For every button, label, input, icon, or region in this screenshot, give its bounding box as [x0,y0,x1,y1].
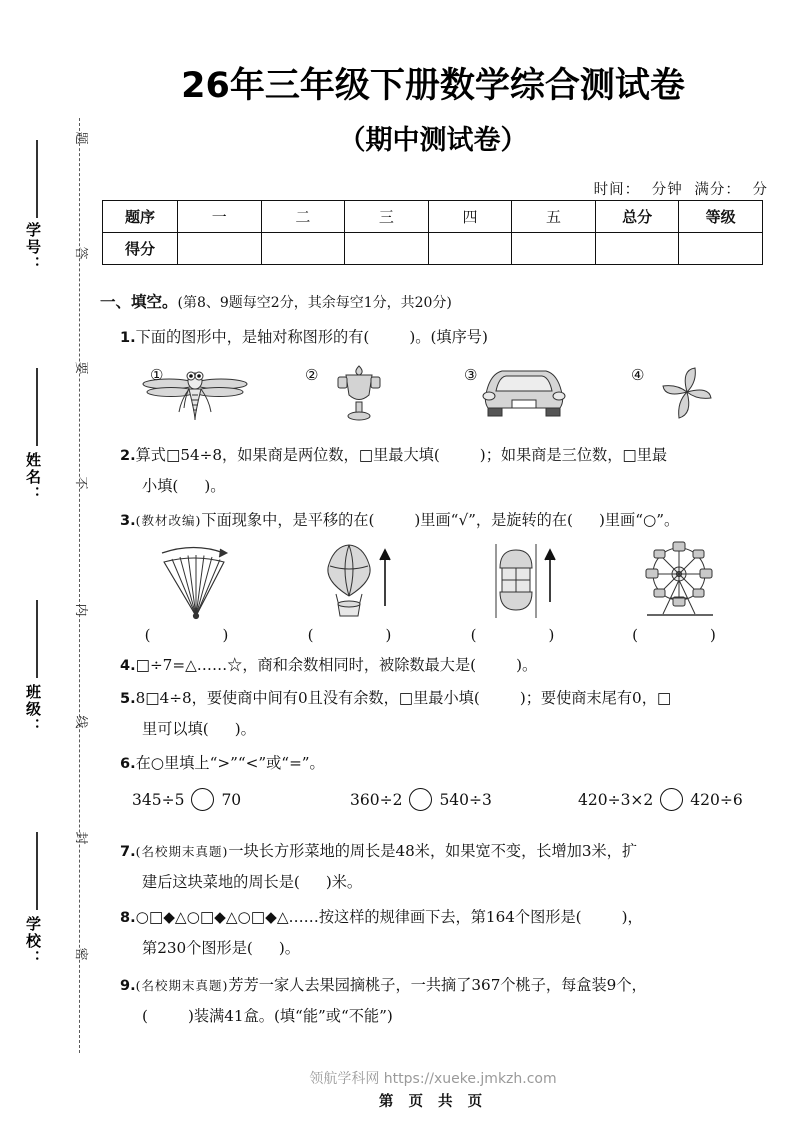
question-9 [120,970,768,1002]
seal-margin [0,0,102,1121]
question-6-text: 在○里填上“>”“<”或“=”。 [135,754,325,772]
score-cell-6[interactable] [679,233,763,265]
seal-char-2: 要 [73,361,88,375]
question-2-line1-b: )；如果商是三位数，□里最 [479,446,668,464]
score-col-6: 等级 [679,201,763,233]
time-unit: 分钟 [651,182,683,198]
seal-rule-1 [36,140,38,218]
score-cell-2[interactable] [345,233,429,265]
question-8 [120,902,768,934]
question-8-line2 [120,933,768,964]
score-col-3: 四 [428,201,512,233]
question-5 [120,683,768,715]
question-4-text-b: )。 [516,656,538,674]
watermark: 领航学科网 https://xueke.jmkzh.com [309,1071,557,1087]
figure-car [442,364,607,422]
figure-folding-fan [112,540,275,645]
comparison-2 [350,788,578,811]
page-title: 26年三年级下册数学综合测试卷 [181,66,685,106]
question-2-line2 [120,471,768,502]
question-1-figures [112,364,768,422]
question-5-line1-a: 8□4÷8，要使商中间有0且没有余数，□里最小填( [135,689,480,707]
score-table [102,200,763,265]
figure-mark-2: ② [304,366,319,384]
page-subtitle: （期中测试卷） [338,125,528,156]
question-7-tag: (名校期末真题) [135,844,229,859]
question-1-text: 下面的图形中，是轴对称图形的有( [135,328,370,346]
comparison-2-left: 360÷2 [350,790,403,809]
figure-dragonfly [112,364,277,422]
question-2-line1-a: 算式□54÷8，如果商是两位数，□里最大填( [135,446,440,464]
section-header [100,290,452,312]
score-cell-3[interactable] [428,233,512,265]
seal-field-school: 学校： [24,916,42,967]
comparison-1-left: 345÷5 [132,790,185,809]
seal-rule-2 [36,368,38,446]
seal-field-student-id: 学号： [24,222,42,273]
figure-mark-3: ③ [463,366,478,384]
question-7-line2 [120,867,768,898]
seal-char-7: 密 [73,947,88,961]
question-9-line1: 芳芳一家人去果园摘桃子，一共摘了367个桃子，每盒装9个， [228,976,647,994]
question-5-line2 [120,714,768,745]
section-index: 一、 [100,293,132,311]
figure-hot-air-balloon [275,540,438,645]
dragonfly-icon [129,364,259,422]
question-3-answer-1[interactable]: ( ) [144,626,243,644]
question-5-line2-a: 里可以填( [142,720,209,738]
question-9-line2-b: )装满41盒。(填“能”或“不能”) [187,1007,393,1025]
comparison-2-circle[interactable] [409,788,432,811]
section-name: 填空。 [131,293,178,311]
section-note: (第8、9题每空2分，其余每空1分，共20分) [177,295,452,311]
question-7-line1: 一块长方形菜地的周长是48米，如果宽不变，长增加3米，扩 [228,842,638,860]
score-col-2: 三 [345,201,429,233]
seal-rule-3 [36,600,38,678]
main-content [102,0,770,1121]
question-1-text-tail: )。(填序号) [409,328,488,346]
seal-char-0: 题 [73,131,88,145]
figure-ferris-wheel [601,540,761,645]
seal-char-4: 内 [73,603,88,617]
seal-char-1: 答 [73,246,88,260]
question-6-number: 6. [120,756,136,772]
question-2-line2-b: )。 [204,477,226,495]
question-8-line2-a: 第230个图形是( [142,939,253,957]
seal-rule-4 [36,832,38,910]
question-1 [120,322,768,354]
time-label: 时间： [593,182,641,198]
question-3-figures [112,540,768,645]
comparison-1-circle[interactable] [191,788,214,811]
seal-field-name: 姓名： [24,452,42,503]
question-7-number: 7. [120,844,136,860]
question-5-line2-b: )。 [234,720,256,738]
question-8-line1-a: ○□◆△○□◆△○□◆△……按这样的规律画下去，第164个图形是( [135,908,582,926]
question-3-answer-3[interactable]: ( ) [470,626,569,644]
question-5-number: 5. [120,691,136,707]
question-7 [120,836,768,868]
table-row-score [103,233,763,265]
score-cell-5[interactable] [595,233,679,265]
figure-trophy [277,364,442,422]
score-row-label-1: 得分 [103,233,178,265]
question-3-text-a: 下面现象中，是平移的在( [201,511,375,529]
question-8-line2-b: )。 [278,939,300,957]
score-cell-1[interactable] [261,233,345,265]
score-col-1: 二 [261,201,345,233]
score-cell-4[interactable] [512,233,596,265]
comparison-3-circle[interactable] [660,788,683,811]
question-5-line1-b: )；要使商末尾有0，□ [519,689,672,707]
question-9-tag: (名校期末真题) [135,978,229,993]
question-1-number: 1. [120,330,136,346]
score-cell-0[interactable] [178,233,262,265]
question-3-tag: (教材改编) [135,513,202,528]
question-3-answer-4[interactable]: ( ) [632,626,730,644]
folding-fan-icon [134,540,254,622]
question-2 [120,440,768,472]
car-icon [460,364,588,422]
table-row-header [103,201,763,233]
question-4-number: 4. [120,658,136,674]
comparison-1-right: 70 [221,790,242,809]
question-8-number: 8. [120,910,136,926]
seal-char-3: 不 [73,476,88,490]
question-9-line2 [120,1001,768,1032]
figure-elevator [438,540,601,645]
question-6 [120,748,768,780]
question-3-text-c: )里画“○”。 [598,511,680,529]
comparison-3-left: 420÷3×2 [578,790,654,809]
score-col-5: 总分 [595,201,679,233]
question-2-line2-a: 小填( [142,477,179,495]
comparison-1 [132,788,350,811]
ferris-wheel-icon [625,540,737,622]
time-score-line [588,178,768,199]
score-col-4: 五 [512,201,596,233]
seal-field-class: 班级： [24,684,42,735]
figure-pinwheel [607,364,768,422]
figure-mark-4: ④ [630,366,645,384]
question-4 [120,650,768,682]
question-4-text-a: □÷7=△……☆，商和余数相同时，被除数最大是( [135,656,477,674]
trophy-icon [304,364,414,422]
total-unit: 分 [752,182,768,198]
seal-char-6: 封 [73,831,88,845]
question-7-line2-b: )米。 [325,873,363,891]
question-2-number: 2. [120,448,136,464]
question-9-number: 9. [120,978,136,994]
comparison-2-right: 540÷3 [439,790,492,809]
comparison-3-right: 420÷6 [690,790,743,809]
score-row-label-0: 题序 [103,201,178,233]
score-col-0: 一 [178,201,262,233]
question-3-number: 3. [120,513,136,529]
question-3 [120,505,768,537]
pinwheel-icon [637,364,737,422]
question-7-line2-a: 建后这块菜地的周长是( [142,873,300,891]
elevator-icon [468,540,572,622]
total-label: 满分： [694,182,741,198]
question-3-text-b: )里画“√”，是旋转的在( [414,511,573,529]
question-9-line2-a: ( [142,1007,148,1025]
seal-char-5: 线 [73,715,88,729]
question-8-line1-b: )， [621,908,643,926]
page-footer: 第 页 共 页 [378,1094,488,1110]
question-3-answer-2[interactable]: ( ) [307,626,406,644]
question-6-comparisons [132,788,772,811]
comparison-3 [578,788,743,811]
hot-air-balloon-icon [303,540,411,622]
figure-mark-1: ① [150,366,164,384]
